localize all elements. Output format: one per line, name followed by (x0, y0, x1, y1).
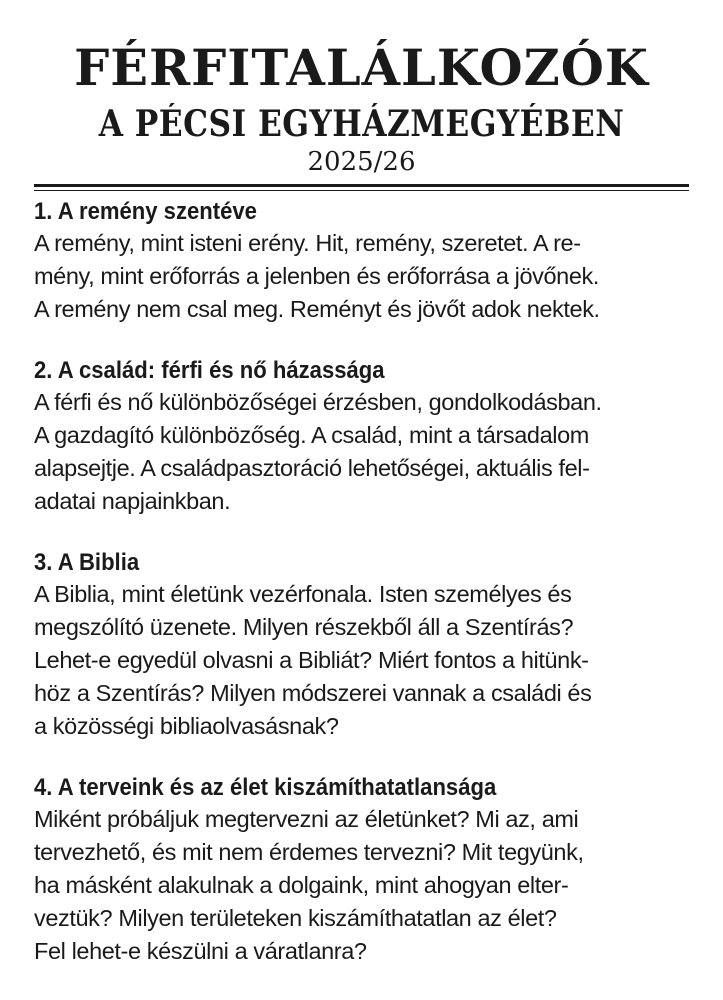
page-title: FÉRFITALÁLKOZÓK (74, 38, 649, 97)
topic-body (34, 227, 689, 326)
topic-heading: 2. A család: férfi és nő házassága (34, 357, 385, 384)
topic-heading: 1. A remény szentéve (34, 198, 257, 225)
page-subtitle: A PÉCSI EGYHÁZMEGYÉBEN (98, 103, 625, 145)
body-line: A remény nem csal meg. Reményt és jövőt adok nektek. (34, 296, 600, 322)
header-divider-thick (34, 184, 689, 187)
topic-section-3 (34, 548, 689, 743)
body-line: Miként próbáljuk megtervezni az életünket? Mi az, ami (34, 806, 579, 832)
topic-body (34, 386, 689, 518)
body-line: tervezhető, és mit nem érdemes tervezni? Mit tegyünk, (34, 839, 584, 865)
body-line: alapsejtje. A családpasztoráció lehetőségei, aktuális fel- (34, 455, 590, 481)
body-line: A Biblia, mint életünk vezérfonala. Isten személyes és (34, 581, 572, 607)
body-line: ha másként alakulnak a dolgaink, mint ahogyan elter- (34, 872, 569, 898)
topic-body (34, 803, 689, 968)
body-line: a közösségi bibliaolvasásnak? (34, 713, 339, 739)
year-label: 2025/26 (307, 147, 416, 177)
topic-list (34, 197, 689, 998)
body-line: Fel lehet-e készülni a váratlanra? (34, 938, 367, 964)
topic-body (34, 578, 689, 743)
topic-section-1 (34, 197, 689, 326)
topic-heading: 4. A terveink és az élet kiszámíthatatlansága (34, 774, 497, 801)
body-line: A férfi és nő különbözőségei érzésben, gondolkodásban. (34, 389, 602, 415)
body-line: A remény, mint isteni erény. Hit, remény, szeretet. A re- (34, 230, 581, 256)
body-line: megszólító üzenete. Milyen részekből áll a Szentírás? (34, 614, 574, 640)
body-line: höz a Szentírás? Milyen módszerei vannak a családi és (34, 680, 592, 706)
body-line: veztük? Milyen területeken kiszámíthatatlan az élet? (34, 905, 557, 931)
header-divider-thin (34, 190, 689, 191)
body-line: adatai napjainkban. (34, 488, 231, 514)
topic-section-4 (34, 773, 689, 968)
topic-section-2 (34, 356, 689, 518)
body-line: A gazdagító különbözőség. A család, mint a társadalom (34, 422, 589, 448)
body-line: mény, mint erőforrás a jelenben és erőforrása a jövőnek. (34, 263, 599, 289)
body-line: Lehet-e egyedül olvasni a Bibliát? Miért fontos a hitünk- (34, 647, 589, 673)
topic-heading: 3. A Biblia (34, 549, 140, 576)
